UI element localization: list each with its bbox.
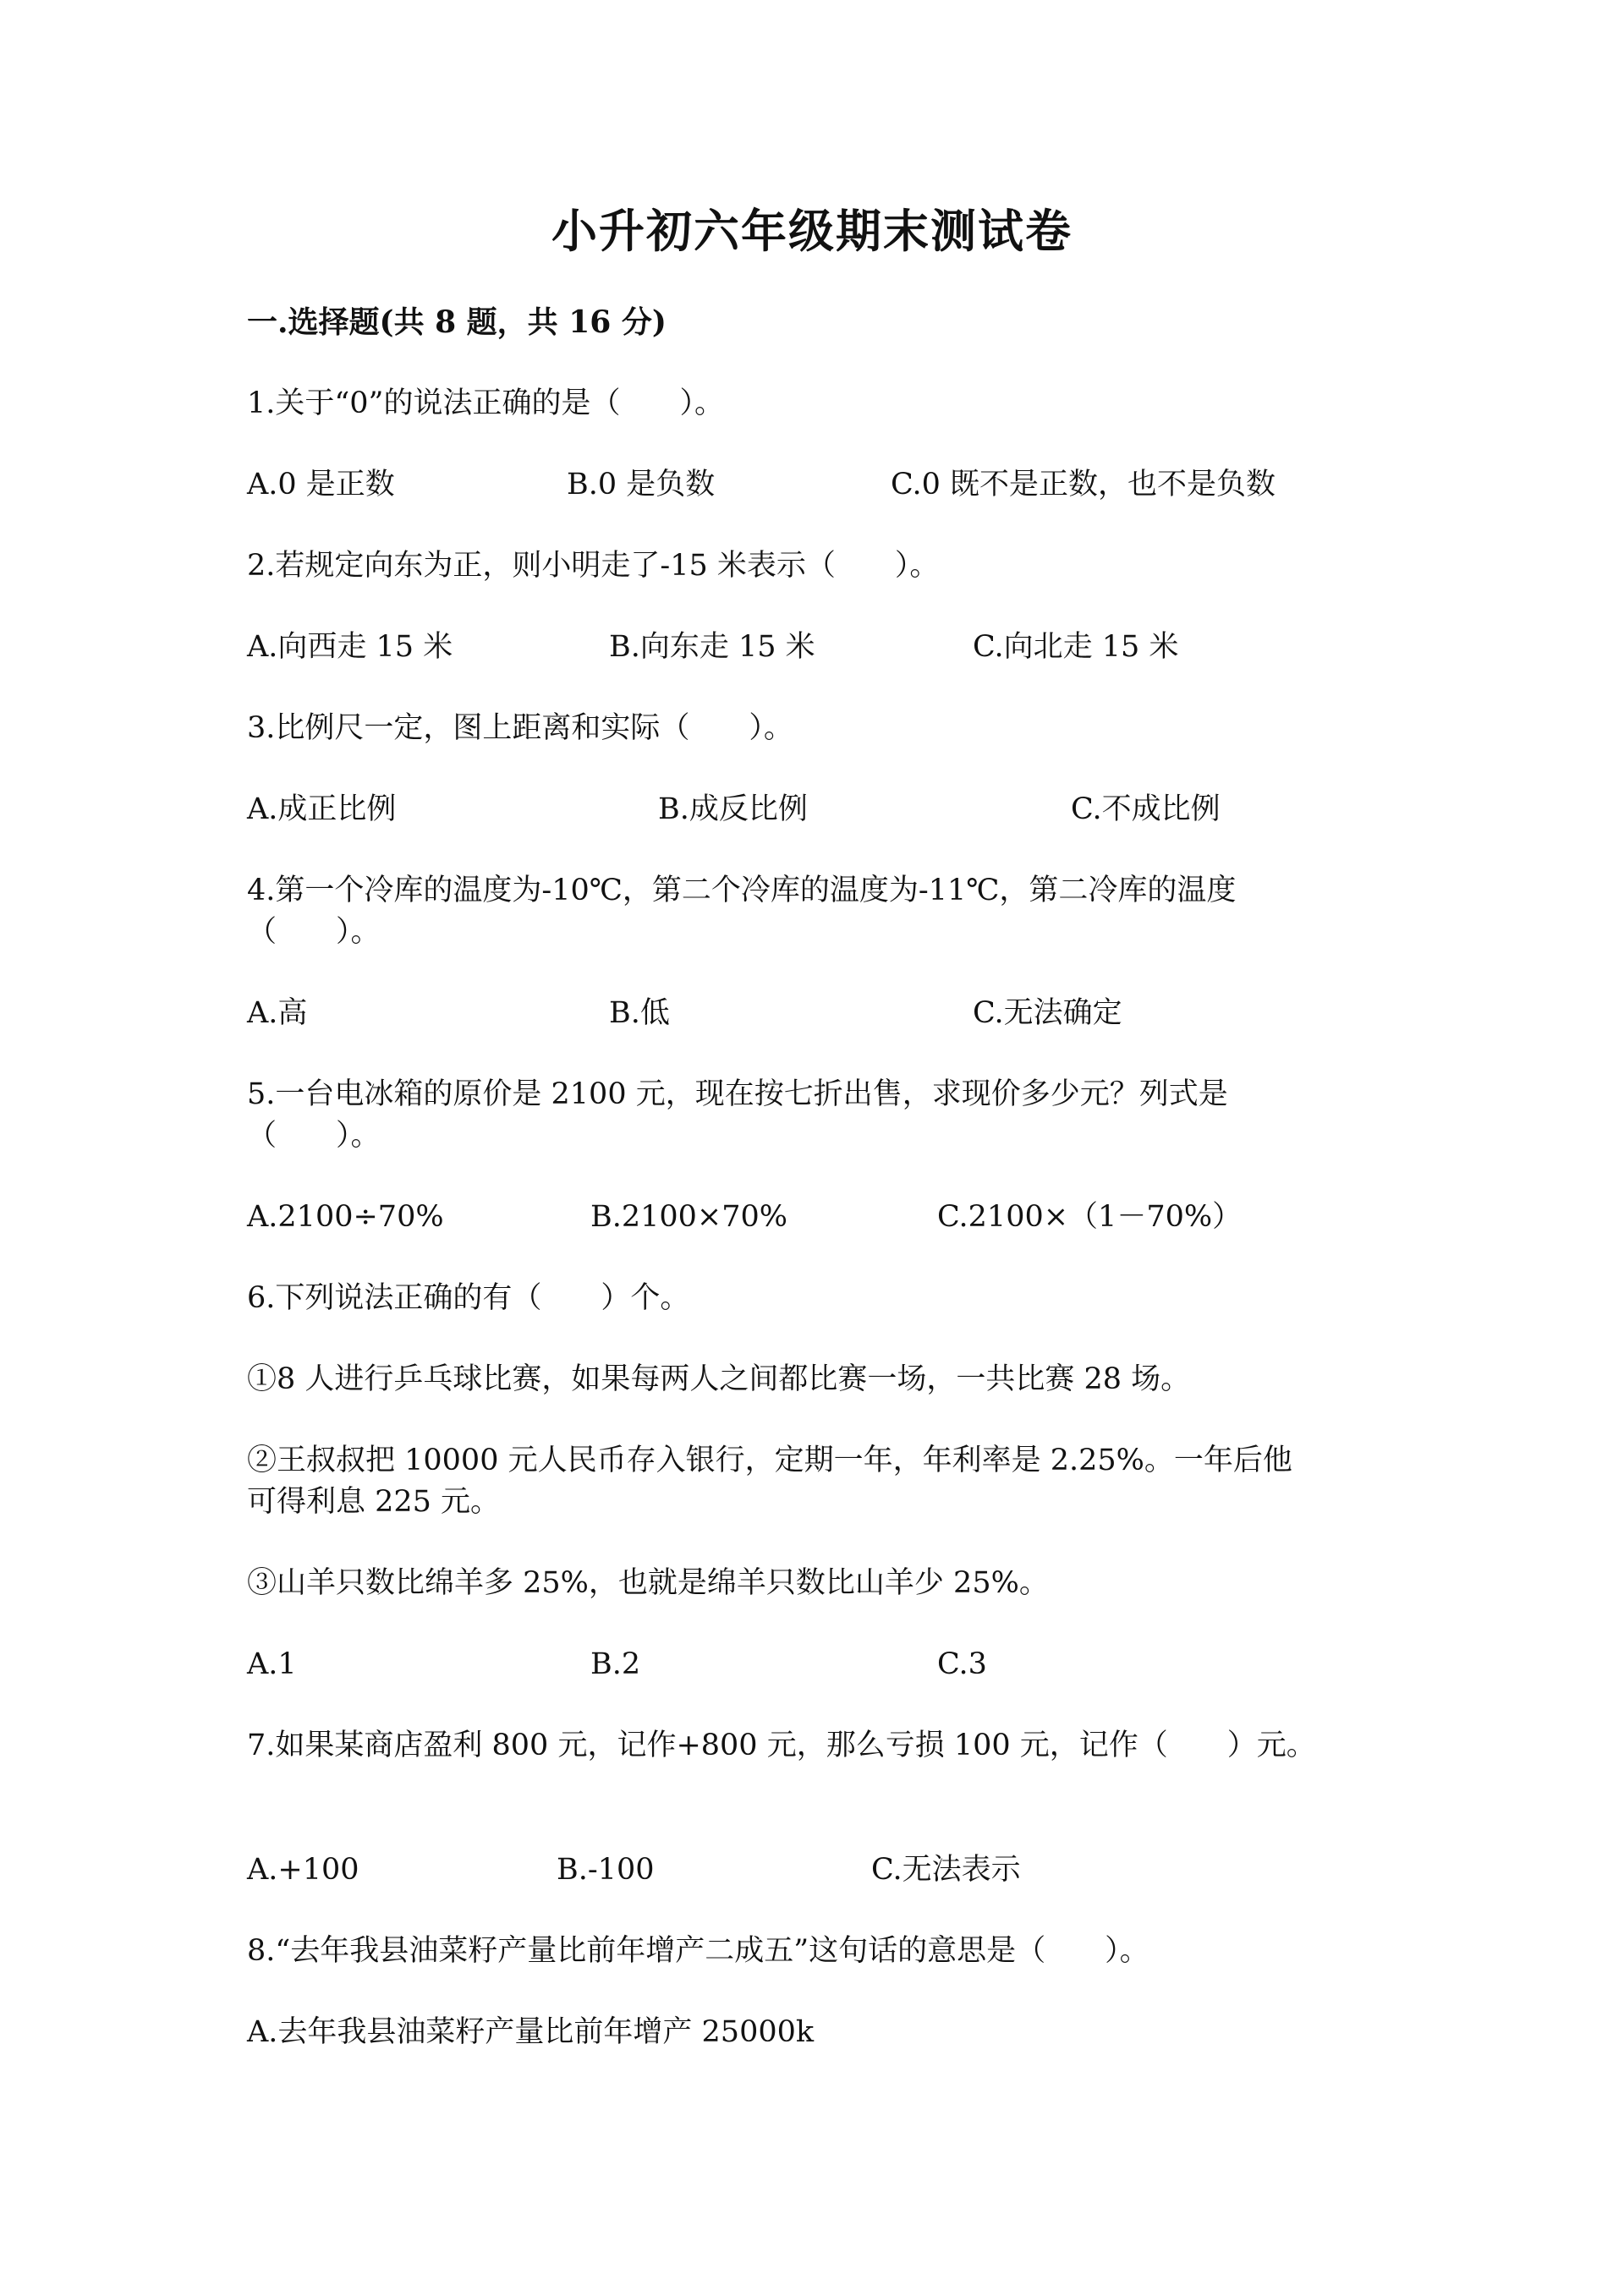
question-1-option-a: A.0 是正数	[247, 468, 395, 501]
question-7-option-b: B.-100	[557, 1853, 655, 1887]
question-5-option-c: C.2100×（1－70%）	[937, 1200, 1243, 1234]
question-6-statement-2-line-1: ②王叔叔把 10000 元人民币存入银行，定期一年，年利率是 2.25%。一年后他	[247, 1444, 1292, 1477]
question-5-stem-line-1: 5.一台电冰箱的原价是 2100 元，现在按七折出售，求现价多少元？列式是	[247, 1077, 1228, 1111]
page-title: 小升初六年级期末测试卷	[551, 204, 1073, 258]
question-6-option-c: C.3	[937, 1647, 987, 1681]
question-5-stem-line-2: （ ）。	[247, 1119, 381, 1153]
question-8-option-a: A.去年我县油菜籽产量比前年增产 25000k	[247, 2015, 815, 2049]
question-4-option-a: A.高	[247, 996, 308, 1030]
question-3-option-c: C.不成比例	[1071, 792, 1221, 826]
question-3-option-b: B.成反比例	[658, 792, 808, 826]
question-6-statement-3: ③山羊只数比绵羊多 25%，也就是绵羊只数比山羊少 25%。	[247, 1566, 1049, 1600]
question-4-option-b: B.低	[609, 996, 670, 1030]
question-4-option-c: C.无法确定	[973, 996, 1122, 1030]
question-3-stem: 3.比例尺一定，图上距离和实际（ ）。	[247, 711, 793, 745]
section-header: 一.选择题(共 8 题，共 16 分)	[247, 304, 667, 340]
question-5-option-a: A.2100÷70%	[247, 1200, 444, 1234]
question-6-stem: 6.下列说法正确的有（ ）个。	[247, 1281, 690, 1315]
question-1-option-b: B.0 是负数	[567, 468, 716, 501]
question-1-option-c: C.0 既不是正数，也不是负数	[891, 468, 1276, 501]
question-6-statement-1: ①8 人进行乒乓球比赛，如果每两人之间都比赛一场，一共比赛 28 场。	[247, 1362, 1191, 1396]
question-7-option-c: C.无法表示	[871, 1853, 1021, 1887]
question-2-stem: 2.若规定向东为正，则小明走了-15 米表示（ ）。	[247, 549, 940, 583]
question-4-stem-line-2: （ ）。	[247, 915, 381, 949]
question-5-option-b: B.2100×70%	[590, 1200, 788, 1234]
question-2-option-c: C.向北走 15 米	[973, 630, 1179, 664]
question-2-option-b: B.向东走 15 米	[609, 630, 815, 664]
question-4-stem-line-1: 4.第一个冷库的温度为-10℃，第二个冷库的温度为-11℃，第二冷库的温度	[247, 874, 1237, 907]
question-7-option-a: A.+100	[247, 1853, 359, 1887]
question-3-option-a: A.成正比例	[247, 792, 397, 826]
question-8-stem: 8.“去年我县油菜籽产量比前年增产二成五”这句话的意思是（ ）。	[247, 1934, 1149, 1968]
question-1-stem: 1.关于“0”的说法正确的是（ ）。	[247, 386, 724, 420]
question-6-statement-2-line-2: 可得利息 225 元。	[247, 1485, 501, 1519]
question-6-option-b: B.2	[590, 1647, 641, 1681]
question-6-option-a: A.1	[247, 1647, 297, 1681]
question-7-stem: 7.如果某商店盈利 800 元，记作+800 元，那么亏损 100 元，记作（ ）元。	[247, 1729, 1316, 1762]
question-2-option-a: A.向西走 15 米	[247, 630, 453, 664]
